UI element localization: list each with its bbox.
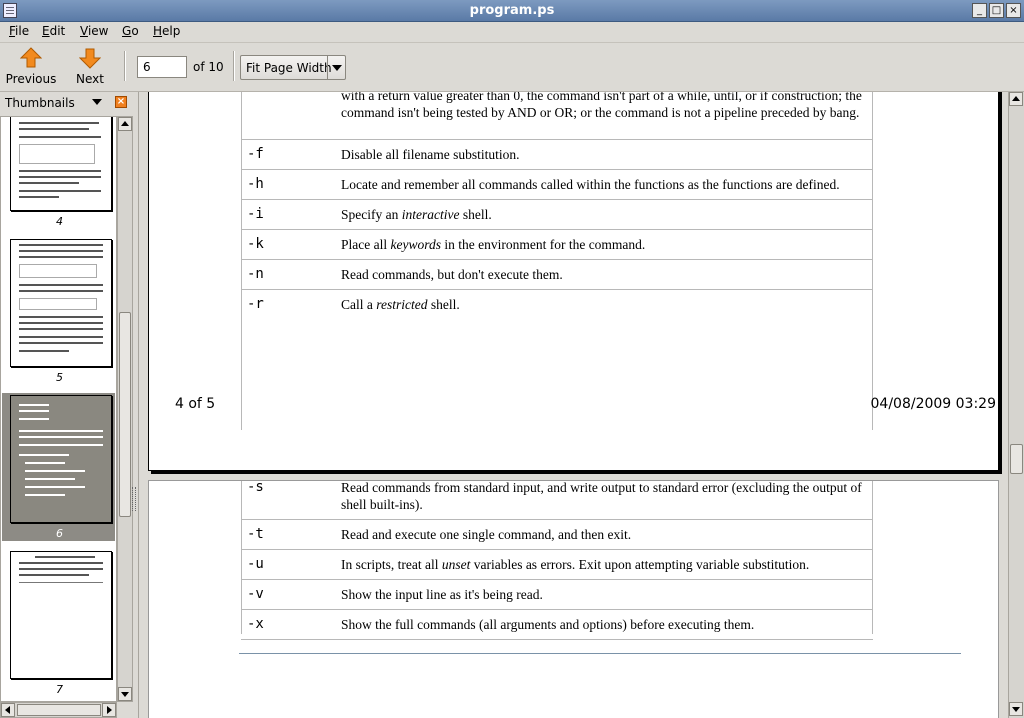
option-flag: -i [241, 199, 335, 229]
table-row [241, 259, 873, 289]
window-title: program.ps [469, 3, 555, 18]
sidebar-title: Thumbnails [5, 96, 75, 110]
close-button[interactable]: × [1006, 3, 1021, 18]
document-vertical-scrollbar[interactable] [1008, 92, 1024, 718]
minimize-button[interactable]: _ [972, 3, 987, 18]
arrow-up-icon [20, 47, 42, 69]
toolbar [0, 42, 1024, 92]
option-description: Call a restricted shell. [335, 289, 873, 319]
page-footer-page-count: 4 of 5 [175, 396, 216, 412]
thumbnail-list [0, 116, 117, 702]
table-row [241, 199, 873, 229]
sidebar-header [0, 92, 136, 114]
zoom-value: Fit Page Width [246, 61, 332, 75]
scroll-up-button[interactable] [118, 117, 132, 131]
option-description: Read commands from standard input, and write output to standard error (excluding the output of shell built-ins). [341, 480, 862, 512]
sidebar-horizontal-scrollbar[interactable] [0, 702, 117, 718]
option-description: Show the full commands (all arguments and options) before executing them. [335, 610, 873, 640]
menu-help[interactable]: Help [153, 24, 181, 38]
pane-resize-handle[interactable] [132, 487, 136, 511]
thumbnail-label: 4 [56, 215, 63, 228]
menu-file[interactable]: File [9, 24, 30, 38]
sidebar [0, 92, 136, 718]
scroll-right-button[interactable] [102, 703, 116, 717]
table-row [241, 580, 873, 610]
option-description: Specify an interactive shell. [335, 199, 873, 229]
next-button[interactable]: Next [72, 47, 108, 86]
option-flag: -h [241, 169, 335, 199]
zoom-select[interactable] [240, 55, 346, 80]
maximize-button[interactable]: □ [989, 3, 1004, 18]
table-row [241, 289, 873, 319]
page-number-input[interactable] [137, 56, 187, 78]
scroll-down-button[interactable] [1009, 702, 1023, 716]
scroll-left-button[interactable] [1, 703, 15, 717]
document-page [148, 92, 999, 471]
arrow-down-icon [79, 47, 101, 69]
horizontal-rule [239, 653, 961, 654]
table-row [241, 550, 873, 580]
option-description: with a return value greater than 0, the command isn't part of a while, until, or if construction; the command isn't being tested by AND or OR; or the command is not a pipeline preceded by bang. [341, 92, 862, 120]
option-description: Place all keywords in the environment for the command. [335, 229, 873, 259]
thumbnail-label: 7 [56, 683, 63, 696]
document-view[interactable] [138, 92, 1008, 718]
option-flag: -n [241, 259, 335, 289]
option-flag: -x [241, 610, 335, 640]
scroll-up-button[interactable] [1009, 92, 1023, 106]
option-flag: -u [241, 550, 335, 580]
option-description: Disable all filename substitution. [335, 139, 873, 169]
option-flag: -t [241, 520, 335, 550]
close-icon[interactable]: × [116, 96, 126, 107]
thumbnail-page-5[interactable] [10, 239, 112, 367]
option-description: In scripts, treat all unset variables as errors. Exit upon attempting variable substitution. [335, 550, 873, 580]
page-footer-timestamp: 04/08/2009 03:29 [870, 396, 996, 412]
menu-view[interactable]: View [80, 24, 109, 38]
table-row [241, 473, 873, 520]
toolbar-separator [233, 51, 235, 81]
menu-bar [0, 22, 1024, 42]
thumbnail-page-6[interactable] [10, 395, 112, 523]
sidebar-hscroll-thumb[interactable] [17, 704, 101, 716]
table-row [241, 92, 873, 139]
chevron-down-icon[interactable] [327, 56, 345, 79]
option-flag: -f [241, 139, 335, 169]
option-description: Read commands, but don't execute them. [335, 259, 873, 289]
page-total-label: of 10 [193, 60, 224, 74]
table-row [241, 229, 873, 259]
table-row [241, 139, 873, 169]
chevron-down-icon[interactable] [92, 99, 102, 105]
option-description: Show the input line as it's being read. [335, 580, 873, 610]
option-description: Read and execute one single command, and then exit. [335, 520, 873, 550]
thumbnail-label: 5 [56, 371, 63, 384]
option-description: Locate and remember all commands called within the functions as the functions are defined. [335, 169, 873, 199]
toolbar-separator [124, 51, 126, 81]
option-flag: -k [241, 229, 335, 259]
document-scroll-thumb[interactable] [1010, 444, 1023, 474]
previous-button[interactable]: Previous [4, 47, 58, 86]
thumbnail-page-7[interactable] [10, 551, 112, 679]
menu-edit[interactable]: Edit [42, 24, 66, 38]
options-table [241, 473, 873, 640]
table-row [241, 610, 873, 640]
thumbnail-page-4[interactable] [10, 116, 112, 211]
sidebar-vertical-scrollbar[interactable] [117, 116, 133, 702]
table-row [241, 520, 873, 550]
thumbnail-label: 6 [56, 527, 63, 540]
scroll-down-button[interactable] [118, 687, 132, 701]
option-flag [241, 92, 335, 139]
title-bar [0, 0, 1024, 22]
option-flag: -r [241, 289, 335, 319]
options-table [241, 92, 873, 319]
table-row [241, 169, 873, 199]
sidebar-scroll-thumb[interactable] [119, 312, 131, 517]
option-flag: -s [247, 479, 264, 495]
document-page [148, 480, 999, 718]
menu-go[interactable]: Go [122, 24, 139, 38]
option-flag: -v [241, 580, 335, 610]
